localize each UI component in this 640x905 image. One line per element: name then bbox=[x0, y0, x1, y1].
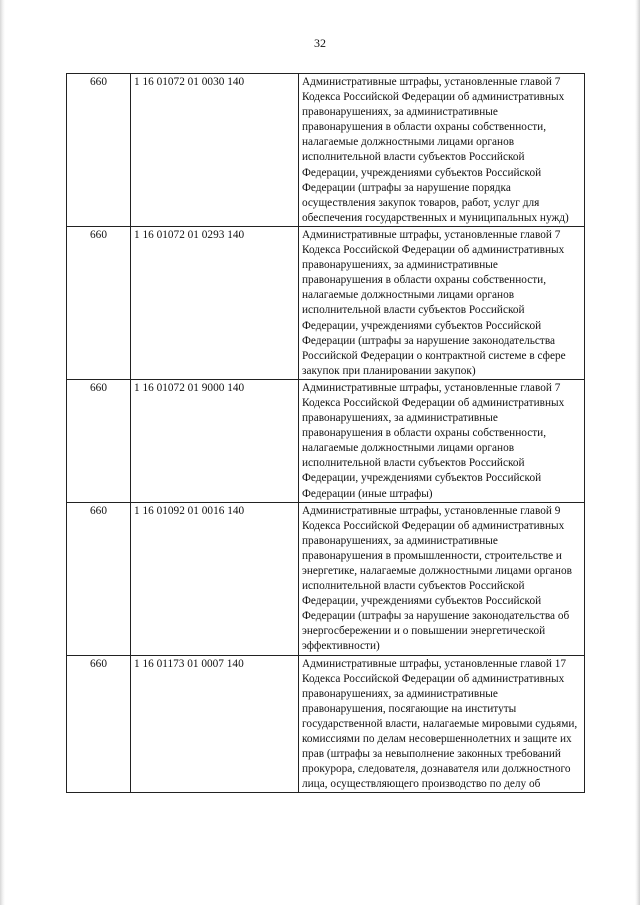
revenue-code-cell: 1 16 01173 01 0007 140 bbox=[131, 655, 299, 793]
admin-code-cell: 660 bbox=[67, 74, 131, 227]
revenue-code-cell: 1 16 01072 01 0293 140 bbox=[131, 226, 299, 379]
table-row bbox=[67, 502, 585, 655]
revenue-code-cell: 1 16 01072 01 9000 140 bbox=[131, 379, 299, 502]
revenue-name-cell: Административные штрафы, установленные главой 7 Кодекса Российской Федерации об административных правонарушениях, за административные правонарушения в области охраны собственности, налагаемые должностными лицами органов исполнительной власти субъектов Российской Федерации, учреждениями субъектов Российской Федерации (штрафы за нарушение порядка осуществления закупок товаров, работ, услуг для обеспечения государственных и муниципальных нужд) bbox=[299, 74, 585, 227]
revenue-code-cell: 1 16 01092 01 0016 140 bbox=[131, 502, 299, 655]
table-row bbox=[67, 379, 585, 502]
table-row bbox=[67, 655, 585, 793]
table-row bbox=[67, 226, 585, 379]
table-row bbox=[67, 74, 585, 227]
revenue-code-cell: 1 16 01072 01 0030 140 bbox=[131, 74, 299, 227]
scan-edge-left bbox=[0, 0, 5, 905]
scan-edge-right bbox=[635, 0, 640, 905]
admin-code-cell: 660 bbox=[67, 226, 131, 379]
admin-code-cell: 660 bbox=[67, 502, 131, 655]
page-number: 32 bbox=[314, 36, 326, 50]
revenue-name-cell: Административные штрафы, установленные главой 7 Кодекса Российской Федерации об административных правонарушениях, за административные правонарушения в области охраны собственности, налагаемые должностными лицами органов исполнительной власти субъектов Российской Федерации, учреждениями субъектов Российской Федерации (штрафы за нарушение законодательства Российской Федерации о контрактной системе в сфере закупок при планировании закупок) bbox=[299, 226, 585, 379]
revenue-name-cell: Административные штрафы, установленные главой 17 Кодекса Российской Федерации об административных правонарушениях, за административные правонарушения, посягающие на институты государственной власти, налагаемые мировыми судьями, комиссиями по делам несовершеннолетних и защите их прав (штрафы за невыполнение законных требований прокурора, следователя, дознавателя или должностного лица, осуществляющего производство по делу об bbox=[299, 655, 585, 793]
revenue-codes-table bbox=[66, 73, 585, 793]
revenue-name-cell: Административные штрафы, установленные главой 7 Кодекса Российской Федерации об административных правонарушениях, за административные правонарушения в области охраны собственности, налагаемые должностными лицами органов исполнительной власти субъектов Российской Федерации, учреждениями субъектов Российской Федерации (иные штрафы) bbox=[299, 379, 585, 502]
admin-code-cell: 660 bbox=[67, 655, 131, 793]
revenue-name-cell: Административные штрафы, установленные главой 9 Кодекса Российской Федерации об административных правонарушениях, за административные правонарушения в промышленности, строительстве и энергетике, налагаемые должностными лицами органов исполнительной власти субъектов Российской Федерации, учреждениями субъектов Российской Федерации (штрафы за нарушение законодательства об энергосбережении и о повышении энергетической эффективности) bbox=[299, 502, 585, 655]
admin-code-cell: 660 bbox=[67, 379, 131, 502]
